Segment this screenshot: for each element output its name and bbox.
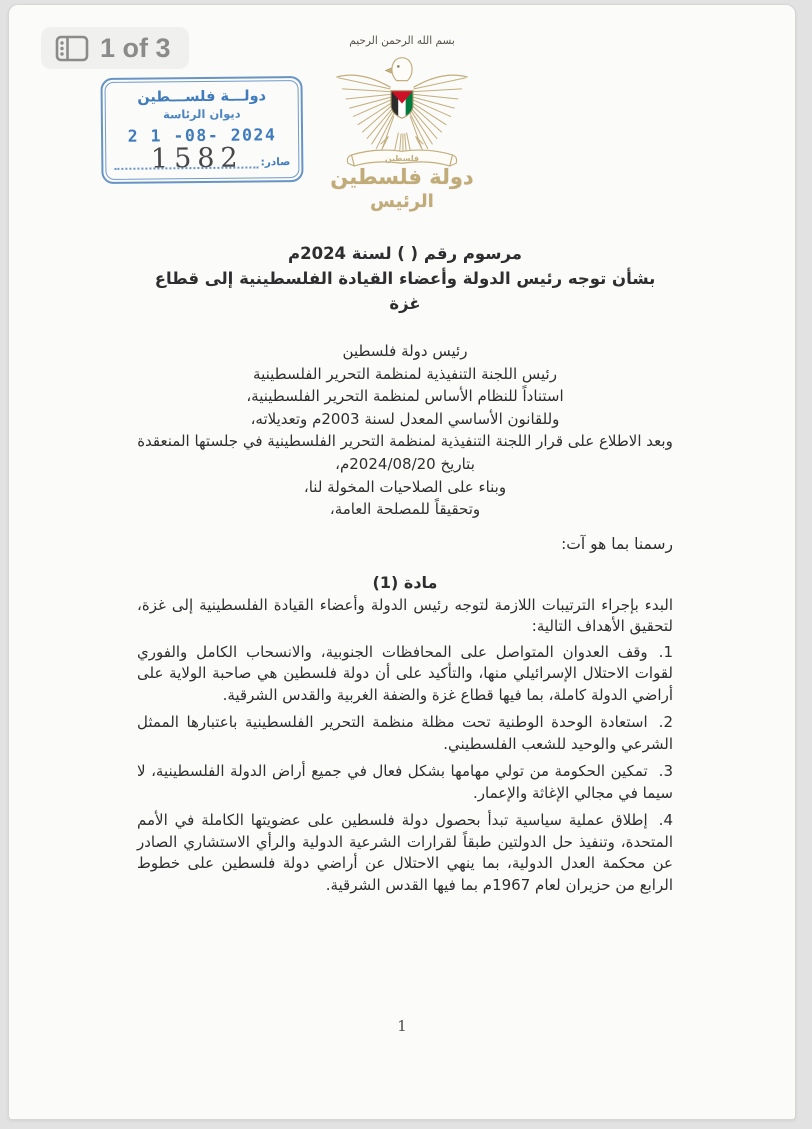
decree-title [137, 241, 673, 316]
preamble-line: وبناء على الصلاحيات المخولة لنا، [303, 477, 507, 496]
item-text: وقف العدوان المتواصل على المحافظات الجنوبية، والانسحاب الكامل والفوري لقوات الاحتلال الإسرائيلي منها، والتأكيد على أن دولة فلسطين هي صاحبة الولاية على أراضي الدولة كاملة، بما فيها قطاع غزة والضفة الغربية والقدس الشرقية. [137, 642, 673, 704]
decree-body [137, 241, 673, 902]
article-1-intro: البدء بإجراء الترتيبات اللازمة لتوجه رئيس الدولة وأعضاء القيادة الفلسطينية إلى غزة، لتحقيق الأهداف التالية: [137, 595, 673, 636]
objectives-list [137, 642, 673, 897]
preamble-line: وتحقيقاً للمصلحة العامة، [329, 500, 481, 519]
item-text: تمكين الحكومة من تولي مهامها بشكل فعال في جميع أراض الدولة الفلسطينية، لا سيما في مجالي الإغاثة والإعمار. [137, 762, 673, 802]
state-emblem-eagle [324, 52, 480, 172]
article-1-heading: مادة (1) [372, 572, 438, 592]
list-item [137, 761, 673, 804]
stamp-state-name: دولـــة فلســـطين [137, 88, 267, 106]
preamble-line: بتاريخ 2024/08/20م، [335, 454, 475, 473]
enactment-clause: رسمنا بما هو آت: [561, 534, 673, 553]
page-indicator-label: 1 of 3 [100, 32, 171, 63]
page-indicator-badge[interactable] [41, 27, 189, 69]
preamble-line: رئيس دولة فلسطين [342, 342, 468, 360]
item-number: 1. [658, 642, 673, 661]
item-number: 4. [658, 811, 673, 830]
preamble-line: وللقانون الأساسي المعدل لسنة 2003م وتعديلاته، [250, 409, 560, 428]
stamp-office-name: ديوان الرئاسة [162, 106, 241, 122]
stamp-date: 2 1 -08- 2024 [127, 125, 277, 146]
list-item [137, 642, 673, 707]
preamble-line: وبعد الاطلاع على قرار اللجنة التنفيذية لمنظمة التحرير الفلسطينية في جلستها المنعقدة [137, 432, 673, 451]
bismillah-calligraphy: بسم الله الرحمن الرحيم [349, 34, 455, 48]
item-text: إطلاق عملية سياسية تبدأ بحصول دولة فلسطين على عضويتها الكاملة في الأمم المتحدة، وتنفيذ حل الدولتين طبقاً لقرارات الشرعية الدولية والرأي الاستشاري الصادر عن محكمة العدل الدولية، بما ينهي الاحتلال عن أراضي دولة فلسطين على خطوط الرابع من حزيران لعام 1967م بما فيها القدس الشرقية. [137, 811, 673, 894]
item-text: استعادة الوحدة الوطنية تحت مظلة منظمة التحرير الفلسطينية باعتبارها الممثل الشرعي والوحيد للشعب الفلسطيني. [137, 713, 673, 753]
decree-preamble [137, 340, 673, 521]
emblem-caption-state: دولة فلسطين [330, 165, 474, 189]
emblem-caption-president: الرئيس [370, 191, 434, 212]
document-page [8, 4, 796, 1120]
eagle-head [392, 58, 412, 81]
stamp-issued-label: صادر: [260, 156, 291, 169]
flag-shield [391, 91, 413, 119]
page-number: 1 [397, 1017, 407, 1035]
item-number: 2. [658, 713, 673, 732]
preamble-line: رئيس اللجنة التنفيذية لمنظمة التحرير الفلسطينية [253, 364, 557, 383]
stamp-serial-number: 1582 [150, 142, 244, 175]
decree-title-line2: بشأن توجه رئيس الدولة وأعضاء القيادة الفلسطينية إلى قطاع غزة [154, 269, 656, 313]
item-number: 3. [658, 762, 673, 781]
list-item [137, 712, 673, 755]
list-item [137, 810, 673, 896]
emblem-banner-text: فلسطين [384, 153, 420, 163]
decree-title-line1: مرسوم رقم ( ) لسنة 2024م [288, 244, 522, 263]
preamble-line: استناداً للنظام الأساس لمنظمة التحرير الفلسطينية، [246, 387, 564, 406]
